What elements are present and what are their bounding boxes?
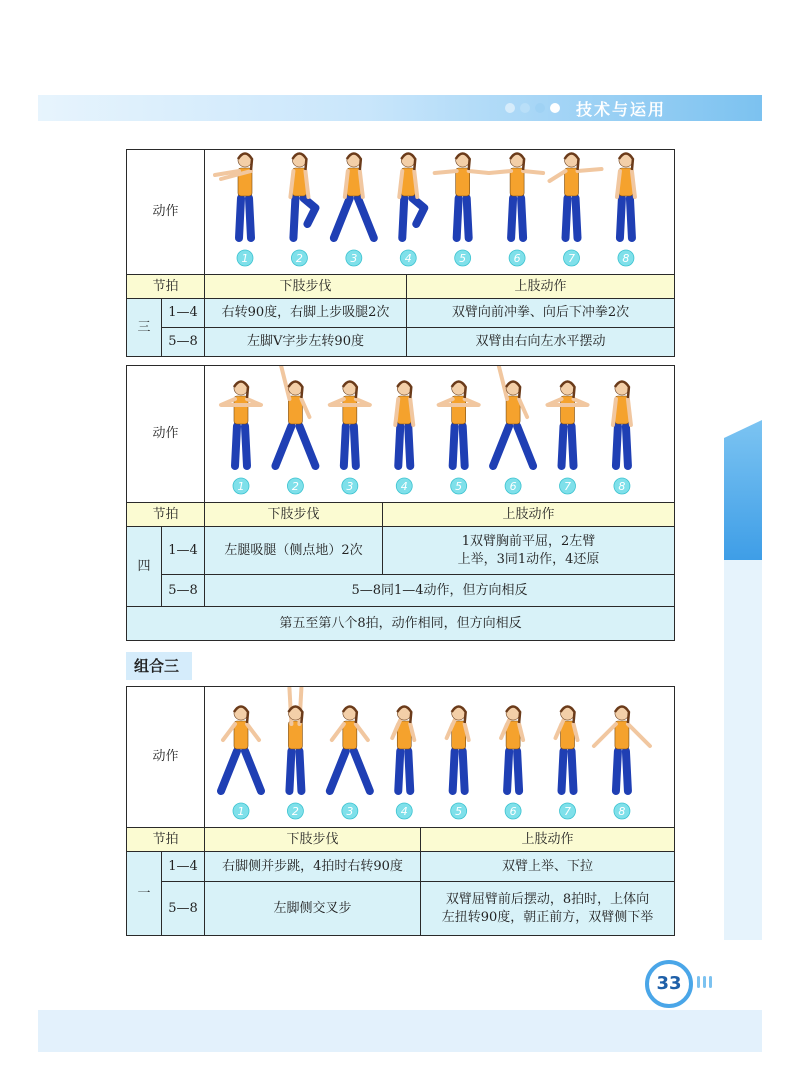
step-number: 8 bbox=[622, 252, 630, 265]
merged-cell: 5—8同1—4动作，但方向相反 bbox=[205, 575, 675, 607]
dancer-figures bbox=[205, 150, 673, 274]
step-number-badge bbox=[614, 478, 630, 494]
step-number: 6 bbox=[513, 252, 521, 265]
dancer-figure bbox=[493, 366, 533, 466]
step-number-badge bbox=[396, 478, 412, 494]
col-header-upper: 上肢动作 bbox=[407, 275, 675, 299]
beat-cell: 1—4 bbox=[162, 527, 205, 575]
step-number-badge bbox=[346, 250, 362, 266]
step-number: 2 bbox=[291, 480, 299, 493]
section-title: 组合三 bbox=[126, 652, 192, 680]
dancer-figures bbox=[205, 366, 673, 502]
lower-cell: 左脚V字步左转90度 bbox=[205, 328, 407, 357]
chapter-title: 技术与运用 bbox=[576, 100, 667, 119]
col-header-lower: 下肢步伐 bbox=[205, 275, 407, 299]
step-number: 4 bbox=[400, 805, 408, 818]
lower-cell: 右脚侧并步跳，4拍时右转90度 bbox=[205, 852, 421, 882]
lower-cell: 左腿吸腿（侧点地）2次 bbox=[205, 527, 383, 575]
dancer-figure bbox=[334, 153, 374, 238]
dancer-figure bbox=[556, 706, 578, 791]
page-number-badge bbox=[645, 960, 693, 1008]
beat-cell: 5—8 bbox=[162, 882, 205, 936]
dancer-figure bbox=[399, 153, 424, 238]
side-decoration bbox=[724, 420, 762, 570]
step-number-badge bbox=[287, 803, 303, 819]
col-header-lower: 下肢步伐 bbox=[205, 828, 421, 852]
dancer-figure bbox=[288, 688, 302, 791]
lower-cell: 左脚侧交叉步 bbox=[205, 882, 421, 936]
step-number-badge bbox=[342, 478, 358, 494]
dancer-figure bbox=[275, 366, 315, 466]
step-number: 7 bbox=[564, 805, 572, 818]
step-number: 3 bbox=[350, 252, 358, 265]
step-number-badge bbox=[455, 250, 471, 266]
page-number-dots bbox=[697, 976, 712, 988]
dancer-figure bbox=[501, 706, 523, 791]
note-cell: 第五至第八个8拍，动作相同，但方向相反 bbox=[127, 607, 675, 641]
action-label: 动作 bbox=[127, 150, 205, 275]
dancer-figure bbox=[613, 381, 631, 466]
header-dots bbox=[505, 103, 560, 113]
lower-cell: 右转90度，右脚上步吸腿2次 bbox=[205, 299, 407, 328]
col-header-beat: 节拍 bbox=[127, 503, 205, 527]
step-number-badge bbox=[505, 478, 521, 494]
footer-band bbox=[38, 1010, 762, 1052]
step-number: 7 bbox=[568, 252, 576, 265]
action-label: 动作 bbox=[127, 687, 205, 828]
dancer-figure bbox=[435, 153, 489, 238]
dancer-figure bbox=[392, 706, 414, 791]
upper-cell bbox=[421, 882, 675, 936]
dancer-figure bbox=[617, 153, 635, 238]
step-number-badge bbox=[287, 478, 303, 494]
dancer-figure bbox=[550, 153, 602, 238]
action-label: 动作 bbox=[127, 366, 205, 503]
upper-cell bbox=[383, 527, 675, 575]
step-number: 5 bbox=[455, 480, 463, 493]
dancer-figure bbox=[330, 706, 370, 791]
step-number: 5 bbox=[459, 252, 467, 265]
upper-cell: 双臂由右向左水平摆动 bbox=[407, 328, 675, 357]
step-number-badge bbox=[560, 803, 576, 819]
step-number: 3 bbox=[346, 480, 354, 493]
dancer-figure bbox=[221, 381, 261, 466]
col-header-upper: 上肢动作 bbox=[383, 503, 675, 527]
step-number: 8 bbox=[618, 805, 626, 818]
dancer-figure bbox=[290, 153, 315, 238]
dot-icon bbox=[505, 103, 515, 113]
step-number-badge bbox=[233, 803, 249, 819]
step-number: 6 bbox=[509, 480, 517, 493]
section-cell: 一 bbox=[127, 852, 162, 936]
step-number-badge bbox=[400, 250, 416, 266]
step-number-badge bbox=[291, 250, 307, 266]
dancer-figure bbox=[447, 706, 469, 791]
dancer-figure bbox=[330, 381, 370, 466]
side-decoration-light bbox=[724, 560, 762, 940]
table-1 bbox=[126, 149, 675, 357]
step-number: 6 bbox=[509, 805, 517, 818]
step-number-badge bbox=[396, 803, 412, 819]
dot-icon bbox=[550, 103, 560, 113]
figure-strip bbox=[205, 150, 675, 275]
dancer-figure bbox=[395, 381, 413, 466]
dancer-figure bbox=[215, 153, 252, 238]
dot-icon bbox=[535, 103, 545, 113]
dancer-figure bbox=[548, 381, 588, 466]
section-cell: 三 bbox=[127, 299, 162, 357]
beat-cell: 5—8 bbox=[162, 328, 205, 357]
col-header-beat: 节拍 bbox=[127, 828, 205, 852]
figure-strip bbox=[205, 687, 675, 828]
step-number-badge bbox=[564, 250, 580, 266]
dancer-figure bbox=[221, 706, 261, 791]
dancer-figure bbox=[439, 381, 479, 466]
step-number: 7 bbox=[564, 480, 572, 493]
step-number: 1 bbox=[241, 252, 249, 265]
upper-cell: 双臂向前冲拳、向后下冲拳2次 bbox=[407, 299, 675, 328]
dancer-figure bbox=[594, 706, 650, 791]
upper-line: 1双臂胸前平屈，2左臂 bbox=[461, 533, 596, 549]
col-header-upper: 上肢动作 bbox=[421, 828, 675, 852]
beat-cell: 5—8 bbox=[162, 575, 205, 607]
step-number: 2 bbox=[295, 252, 303, 265]
step-number-badge bbox=[342, 803, 358, 819]
step-number: 4 bbox=[400, 480, 408, 493]
step-number: 4 bbox=[404, 252, 412, 265]
step-number-badge bbox=[505, 803, 521, 819]
dancer-figure bbox=[489, 153, 543, 238]
step-number: 5 bbox=[455, 805, 463, 818]
step-number-badge bbox=[233, 478, 249, 494]
upper-line: 上举，3同1动作，4还原 bbox=[457, 551, 600, 567]
table-2 bbox=[126, 365, 675, 641]
beat-cell: 1—4 bbox=[162, 852, 205, 882]
dancer-figures bbox=[205, 687, 673, 827]
step-number-badge bbox=[614, 803, 630, 819]
table-3 bbox=[126, 686, 675, 936]
step-number: 1 bbox=[237, 480, 245, 493]
col-header-lower: 下肢步伐 bbox=[205, 503, 383, 527]
beat-cell: 1—4 bbox=[162, 299, 205, 328]
figure-strip bbox=[205, 366, 675, 503]
section-cell: 四 bbox=[127, 527, 162, 607]
step-number-badge bbox=[237, 250, 253, 266]
step-number-badge bbox=[451, 478, 467, 494]
step-number: 1 bbox=[237, 805, 245, 818]
step-number-badge bbox=[509, 250, 525, 266]
step-number-badge bbox=[451, 803, 467, 819]
step-number: 2 bbox=[291, 805, 299, 818]
step-number: 3 bbox=[346, 805, 354, 818]
upper-line: 左扭转90度，朝正前方，双臂侧下举 bbox=[441, 909, 654, 925]
step-number-badge bbox=[560, 478, 576, 494]
col-header-beat: 节拍 bbox=[127, 275, 205, 299]
upper-line: 双臂屈臂前后摆动，8拍时，上体向 bbox=[445, 891, 650, 907]
step-number: 8 bbox=[618, 480, 626, 493]
step-number-badge bbox=[618, 250, 634, 266]
page-number: 33 bbox=[645, 960, 693, 1008]
dot-icon bbox=[520, 103, 530, 113]
upper-cell: 双臂上举、下拉 bbox=[421, 852, 675, 882]
